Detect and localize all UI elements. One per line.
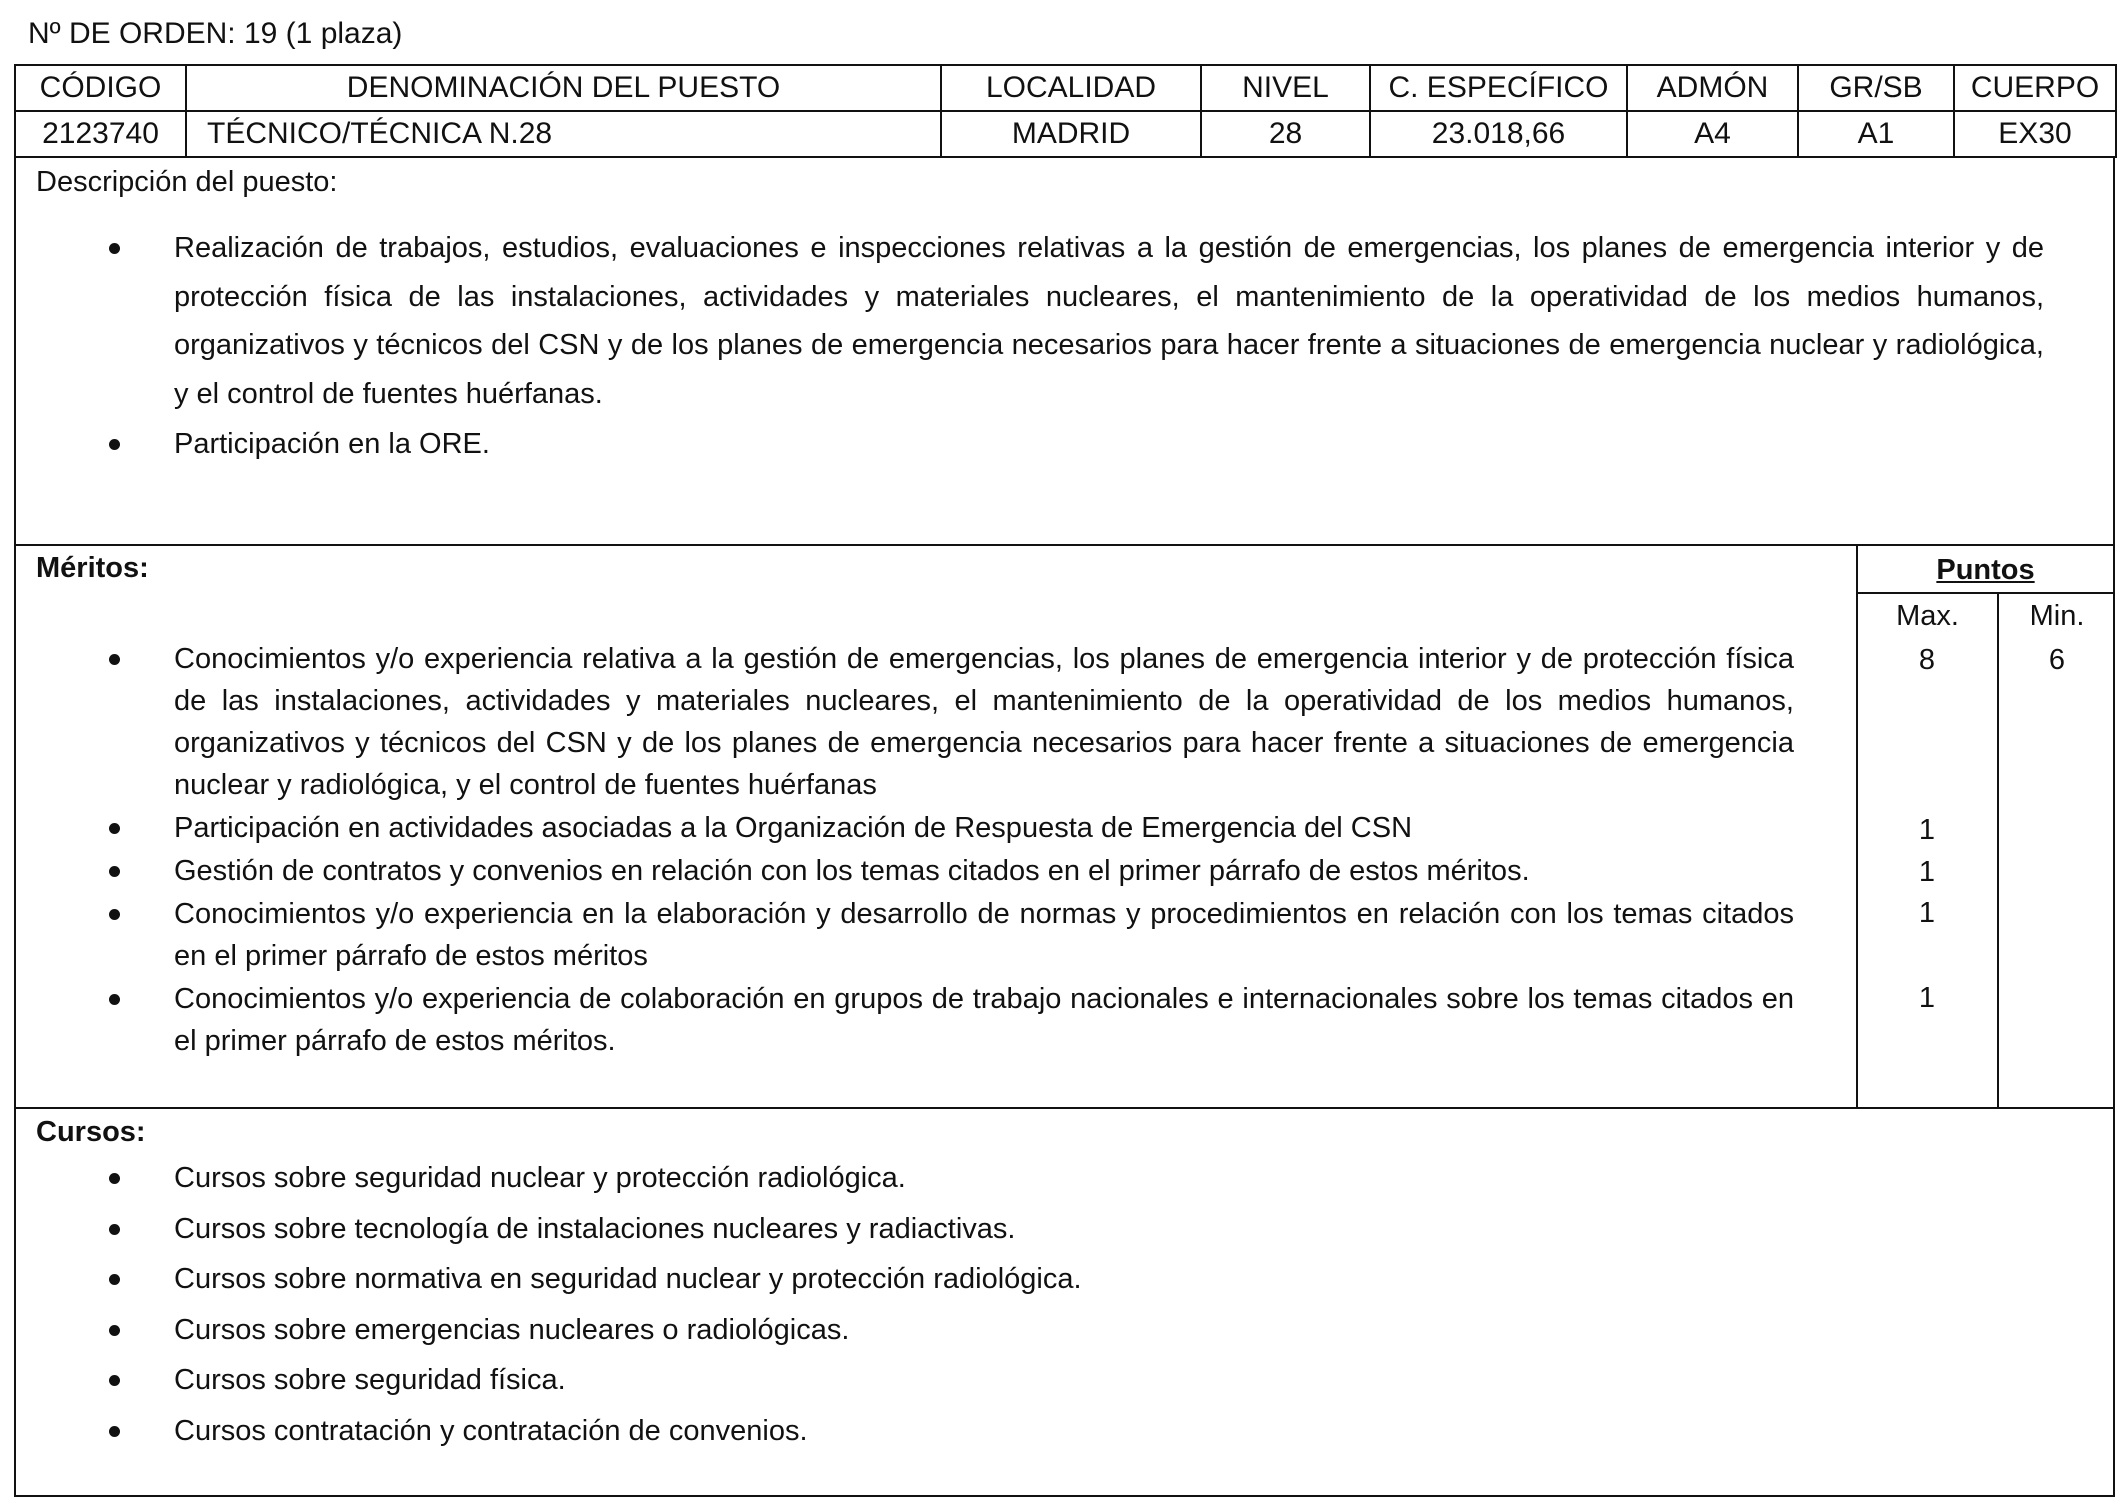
bullet-icon xyxy=(109,994,120,1005)
merit-min-value: 6 xyxy=(2048,644,2066,676)
header-gr-sb: GR/SB xyxy=(1798,65,1954,111)
bullet-icon xyxy=(109,1325,120,1336)
list-item: Participación en la ORE. xyxy=(16,420,2044,469)
cell-gr-sb: A1 xyxy=(1798,111,1954,157)
bullet-icon xyxy=(109,243,120,254)
header-c-especifico: C. ESPECÍFICO xyxy=(1370,65,1627,111)
cell-nivel: 28 xyxy=(1201,111,1370,157)
header-admon: ADMÓN xyxy=(1627,65,1798,111)
merit-max-value: 1 xyxy=(1918,856,1936,888)
cell-admon: A4 xyxy=(1627,111,1798,157)
header-localidad: LOCALIDAD xyxy=(941,65,1201,111)
header-cuerpo: CUERPO xyxy=(1954,65,2116,111)
bullet-icon xyxy=(109,909,120,920)
bullet-icon xyxy=(109,439,120,450)
bullet-icon xyxy=(109,866,120,877)
table-header-row xyxy=(15,65,2116,111)
description-label: Descripción del puesto: xyxy=(36,166,338,198)
bullet-icon xyxy=(109,823,120,834)
min-label: Min. xyxy=(2029,600,2085,632)
points-header: Puntos xyxy=(1936,554,2035,586)
bullet-icon xyxy=(109,1224,120,1235)
list-item: Cursos sobre seguridad física. xyxy=(16,1355,1082,1406)
list-item: Cursos contratación y contratación de convenios. xyxy=(16,1406,1082,1457)
courses-list xyxy=(16,1153,1082,1456)
list-item: Conocimientos y/o experiencia relativa a la gestión de emergencias, los planes de emergencia interior y de protección física de las instalaciones, actividades y materiales nucleares, el mantenimiento de la operatividad de los medios humanos, organizativos y técnicos del CSN y de los planes de emergencia necesarios para hacer frente a situaciones de emergencia nuclear y radiológica, y el control de fuentes huérfanas xyxy=(16,638,1794,806)
list-item: Realización de trabajos, estudios, evaluaciones e inspecciones relativas a la gestión de emergencias, los planes de emergencia interior y de protección física de las instalaciones, actividades y materiales nucleares, el mantenimiento de la operatividad de los medios humanos, organizativos y técnicos del CSN y de los planes de emergencia necesarios para hacer frente a situaciones de emergencia nuclear y radiológica, y el control de fuentes huérfanas. xyxy=(16,224,2044,418)
list-item: Cursos sobre seguridad nuclear y protección radiológica. xyxy=(16,1153,1082,1204)
merits-label: Méritos: xyxy=(36,552,149,584)
position-table xyxy=(14,64,2117,158)
order-title: Nº DE ORDEN: 19 (1 plaza) xyxy=(28,17,403,50)
merit-max-value: 1 xyxy=(1918,897,1936,929)
courses-section xyxy=(14,1107,2115,1497)
description-list xyxy=(16,224,2044,471)
merit-max-value: 8 xyxy=(1918,644,1936,676)
list-item: Conocimientos y/o experiencia en la elaboración y desarrollo de normas y procedimientos en relación con los temas citados en el primer párrafo de estos méritos xyxy=(16,893,1794,977)
list-item: Gestión de contratos y convenios en relación con los temas citados en el primer párrafo de estos méritos. xyxy=(16,850,1794,892)
cell-codigo: 2123740 xyxy=(15,111,186,157)
description-section xyxy=(14,158,2115,546)
cell-localidad: MADRID xyxy=(941,111,1201,157)
merit-max-value: 1 xyxy=(1918,982,1936,1014)
cell-denominacion: TÉCNICO/TÉCNICA N.28 xyxy=(186,111,941,157)
bullet-icon xyxy=(109,654,120,665)
cell-c-especifico: 23.018,66 xyxy=(1370,111,1627,157)
bullet-icon xyxy=(109,1173,120,1184)
merit-max-value: 1 xyxy=(1918,814,1936,846)
courses-label: Cursos: xyxy=(36,1116,146,1148)
cell-cuerpo: EX30 xyxy=(1954,111,2116,157)
list-item: Participación en actividades asociadas a la Organización de Respuesta de Emergencia del CSN xyxy=(16,807,1794,849)
list-item: Cursos sobre normativa en seguridad nuclear y protección radiológica. xyxy=(16,1254,1082,1305)
header-codigo: CÓDIGO xyxy=(15,65,186,111)
merits-section xyxy=(14,544,2115,1109)
list-item: Cursos sobre emergencias nucleares o radiológicas. xyxy=(16,1305,1082,1356)
list-item: Cursos sobre tecnología de instalaciones nucleares y radiactivas. xyxy=(16,1204,1082,1255)
bullet-icon xyxy=(109,1274,120,1285)
bullet-icon xyxy=(109,1375,120,1386)
points-header-divider xyxy=(1856,592,2113,594)
list-item: Conocimientos y/o experiencia de colaboración en grupos de trabajo nacionales e internacionales sobre los temas citados en el primer párrafo de estos méritos. xyxy=(16,978,1794,1062)
merits-list xyxy=(16,638,1794,1063)
header-denominacion: DENOMINACIÓN DEL PUESTO xyxy=(186,65,941,111)
header-nivel: NIVEL xyxy=(1201,65,1370,111)
table-row xyxy=(15,111,2116,157)
max-label: Max. xyxy=(1896,600,1959,632)
bullet-icon xyxy=(109,1426,120,1437)
